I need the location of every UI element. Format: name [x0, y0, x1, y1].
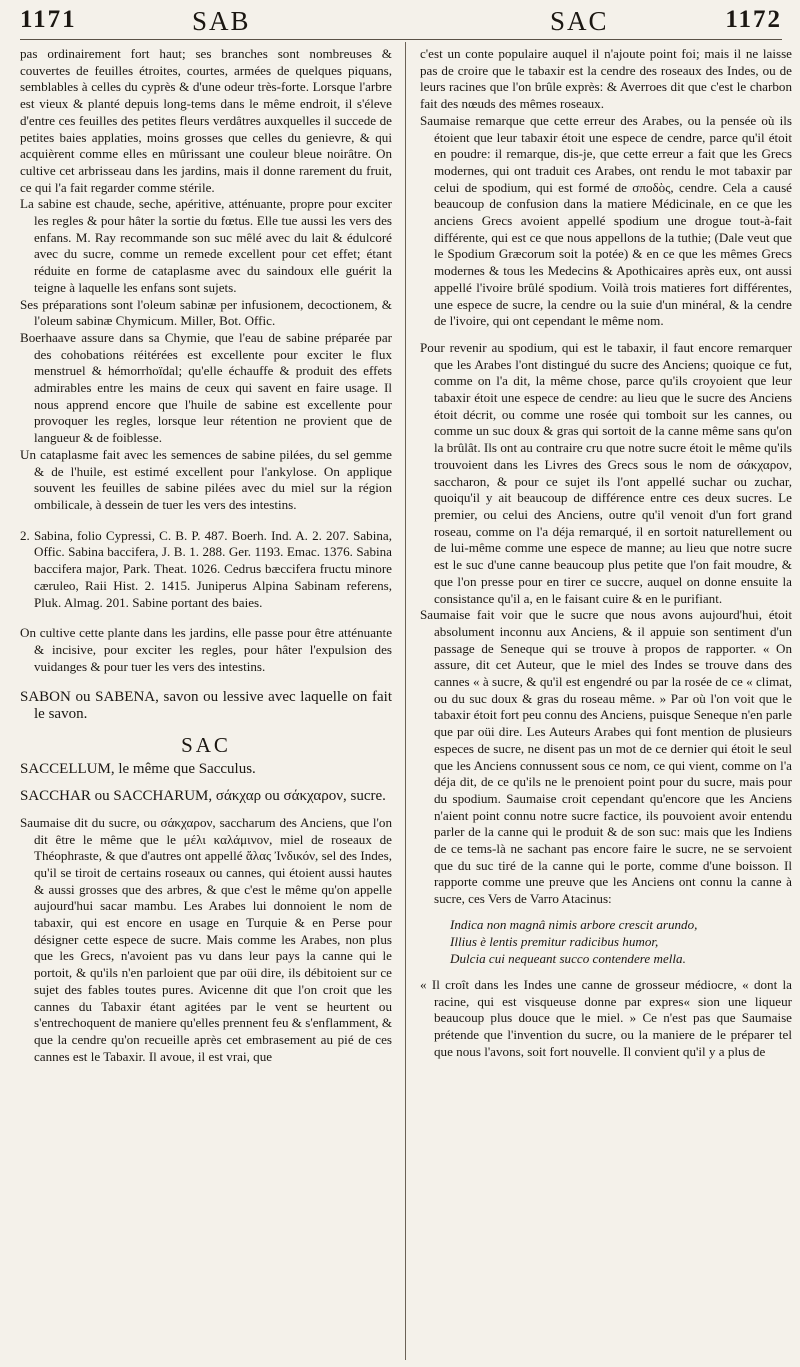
- running-headword-right: SAC: [550, 6, 609, 36]
- page-number-right: 1172: [725, 6, 782, 33]
- paragraph: Ses préparations sont l'oleum sabinæ per infusionem, decoctionem, & l'oleum sabinæ Chymicum. Miller, Bot. Offic.: [20, 296, 392, 329]
- verse-line: Dulcia cui nequeant succo contendere mella.: [450, 950, 686, 966]
- paragraph: Boerhaave assure dans sa Chymie, que l'eau de sabine préparée par des cohobations réitérées est excellente pour exciter le flux menstruel & hémorrhoïdal; qu'elle échauffe & produit des effets admirables entre les mains de ceux qui savent en faire usage. Il nous apprend encore que l'huile de sabine est excellente pour provoquer les regles, lorsque leur rétention ne provient que de langueur & de foiblesse.: [20, 329, 392, 446]
- botanical-references: 2. Sabina, folio Cypressi, C. B. P. 487. Boerh. Ind. A. 2. 207. Sabina, Offic. Sabina baccifera, J. B. 1. 288. Ger. 1193. Emac. 1376. Sabina baccifera major, Park. Theat. 1026. Cedrus bæccifera fructu minore cæruleo, Raii Hist. 2. 1415. Juniperus Alpina Sabinam referens, Pluk. Almag. 201. Sabine portant des baies.: [20, 527, 392, 610]
- paragraph: Un cataplasme fait avec les semences de sabine pilées, du sel gemme & de l'huile, est estimé excellent pour l'ankylose. On applique souvent les feuilles de sabine pilées avec du miel sur la région ombilicale, à dessein de tuer les vers des intestins.: [20, 446, 392, 512]
- entry-sacchar: SACCHAR ou SACCHARUM, σάκχαρ ou σάκχαρον, sucre.: [20, 788, 386, 805]
- paragraph: pas ordinairement fort haut; ses branches sont nombreuses & couvertes de feuilles étroites, courtes, armées de quelques piquans, semblables à celles du cyprès & d'une odeur très-forte. Lorsque l'arbre est vieux & planté depuis long-tems dans le même endroit, il s'éleve d'entre ces feuilles des petites fleurs verdâtres auxquelles il succede de petites baies applaties, moins grosses que celles du genievre, & qui acquièrent comme elles en mûrissant une couleur bleue noirâtre. On cultive cet arbrisseau dans les jardins, mais il donne rarement du fruit, ce qui l'a fait regarder comme stérile.: [20, 46, 392, 195]
- paragraph: Saumaise fait voir que le sucre que nous avons aujourd'hui, étoit absolument inconnu aux Anciens, & il appuie son sentiment d'un passage de Seneque qui se trouve à propos de rapporter. « On assure, dit cet Auteur, que le miel des Indes se trouve dans des cannes « à sucre, & qu'il est engendré ou par la rosée de ce « climat, ou du suc doux & gras du roseau même. » Par où l'on voit que le tabaxir étoit fort peu connu des Anciens, puisque Seneque n'en parle que par oüi dire. Les Auteurs Arabes qui font mention de plusieurs especes de sucre, ne disent pas un mot de ce dernier qui étoit le seul que les Anciens connussent sous ce nom, ce qui vient, comme on l'a déja dit, de ce qu'ils ne le prenoient point pour du sucre, mais pour du spodium. Saumaise croit cependant qu'encore que les Anciens n'aient point connu notre sucre factice, ils pouvoient avoir entendu parler de la canne qui le produit & de son suc: mais que les Indiens de ce tems-là ne sachant pas encore faire le sucre, ne se servoient que du suc tiré de la canne qui le porte, comme d'une boisson. Il rapporte comme une preuve que les Anciens ont connu la canne à sucre, ces Vers de Varro Atacinus:: [420, 607, 792, 907]
- paragraph: On cultive cette plante dans les jardins, elle passe pour être atténuante & incisive, pour exciter les regles, pour hâter l'expulsion des vuidanges & pour tuer les vers des intestins.: [20, 625, 392, 674]
- section-heading: SAC: [181, 732, 231, 757]
- running-headword-left: SAB: [192, 6, 251, 36]
- text-columns: [20, 42, 792, 1362]
- header-rule: [20, 39, 782, 40]
- column-divider: [405, 42, 406, 1360]
- paragraph: Pour revenir au spodium, qui est le tabaxir, il faut encore remarquer que les Arabes l'ont distingué du sucre des Anciens; quoique ce fut, comme on l'a dit, la même chose, parce qu'ils croyoient que leur tabaxir étoit une espece de cendre: au lieu que le sucre des Anciens étoit décrit, ou comme une rosée qui tomboit sur les cannes, ou comme un suc doux & gras qui sortoit de la canne même sans qu'on la brûlât. Ils ont au contraire cru que notre sucre étoit le même qu'ils trouvoient dans les Livres des Grecs sous le nom de σάκχαρον, saccharon, & pour ce sujet ils l'ont appellé suchar ou zuchar, quoiqu'il y ait beaucoup de différence entre ces deux sucres. Le premier, ou celui des Anciens, outre qu'il venoit d'un fort grand roseau, comme on l'a déja remarqué, il en sortoit naturellement ou de lui-même comme une espece de manne; au lieu que notre sucre est le suc d'une canne beaucoup plus petite que l'on fait moudre, & que l'on presse pour en tirer ce succre, auquel on donne ensuite la consistance qu'il a, en le faisant cuire & en le purifiant.: [420, 339, 792, 606]
- left-column: [20, 46, 392, 1065]
- entry-saccellum: SACCELLUM, le même que Sacculus.: [20, 761, 256, 778]
- latin-verse: [420, 916, 792, 967]
- paragraph: Saumaise remarque que cette erreur des Arabes, ou la pensée où ils étoient que leur tabaxir étoit une espece de cendre, parce qu'il étoit en poudre: il remarque, dis-je, que cette erreur a fait que les Grecs modernes, qui ont traduit ces Arabes, ont rendu le mot tabaxir par celui de spodium, qui est formé de σποδὸς, cendre. Cela a causé beaucoup de confusion dans la matiere Médicinale, en ce que les anciens Grecs avoient appellé spodium une drogue tout-à-fait différente, qui est ce que nous appellons de la tuthie; (Dale veut que le Spodium Græcorum soit la potée) & en ce que les mêmes Grecs modernes & tous les Medecins & Apothicaires après eux, ont aussi appellé l'ivoire brûlé spodium. Voilà trois matieres fort différentes, une espece de sucre, la cendre ou la suie d'un minéral, & la cendre de l'ivoire, qui ont cependant le même nom.: [420, 112, 792, 329]
- paragraph: Saumaise dit du sucre, ou σάκχαρον, saccharum des Anciens, que l'on dit être le même que le μέλι καλάμινον, miel de roseaux de Théophraste, & que d'autres ont appellé ἅλας Ἰνδικόν, sel des Indes, qu'il se tiroit de certains roseaux ou cannes, qui étoient aussi hautes & aussi grosses que des arbres, & que c'est le même qu'on appelle aujourd'hui sacar mambu. Les Arabes lui donnoient le nom de tabaxir, qui est encore en usage en Turquie & en Perse pour désigner cette espece de sucre. Mais comme les Arabes, non plus que les Grecs, n'avoient pas vu dans leur pays la canne qui le portoit, & qu'ils n'en parloient que par oüi dire, ils débitoient sur ce sujet des fables toutes pures. Avicenne dit que l'on croit que les cannes du Tabaxir étant agitées par le vent se heurtent ou s'entrechoquent de maniere qu'elles prennent feu & s'enflamment, & que la cendre qu'on recueille après cet embrasement au pié de ces cannes est le Tabaxir. Il avoue, il est vrai, que: [20, 814, 392, 1064]
- paragraph: c'est un conte populaire auquel il n'ajoute point foi; mais il ne laisse pas de croire que le tabaxir est la cendre des roseaux des Indes, ou de leurs racines que l'on brûle exprès: & Averroes dit que c'est le charbon fait des nœuds des mêmes roseaux.: [420, 46, 792, 112]
- page-number-left: 1171: [20, 6, 77, 33]
- page-header: [20, 6, 782, 42]
- verse-line: Illius è lentis premitur radicibus humor,: [450, 933, 659, 949]
- paragraph: « Il croît dans les Indes une canne de grosseur médiocre, « dont la racine, qui est visqueuse donne par expres« sion une liqueur beaucoup plus douce que le miel. » Ce n'est pas que Saumaise prétende que l'invention du sucre, ou la maniere de le préparer tel que nous l'avons, soit fort nouvelle. Il convient qu'il y a plus de: [420, 976, 792, 1059]
- entry-sabon: SABON ou SABENA, savon ou lessive avec laquelle on fait le savon.: [20, 689, 392, 723]
- right-column: [420, 46, 792, 1060]
- verse-line: Indica non magnâ nimis arbore crescit arundo,: [450, 916, 698, 932]
- paragraph: La sabine est chaude, seche, apéritive, atténuante, propre pour exciter les regles & pour hâter la sortie du fœtus. Elle tue aussi les vers des enfans. M. Ray recommande son suc mêlé avec du lait & édulcoré avec du sucre, comme un remede excellent pour cet effet; étant réduite en forme de cataplasme avec du saindoux elle guérit la teigne à laquelle les enfans sont sujets.: [20, 196, 392, 295]
